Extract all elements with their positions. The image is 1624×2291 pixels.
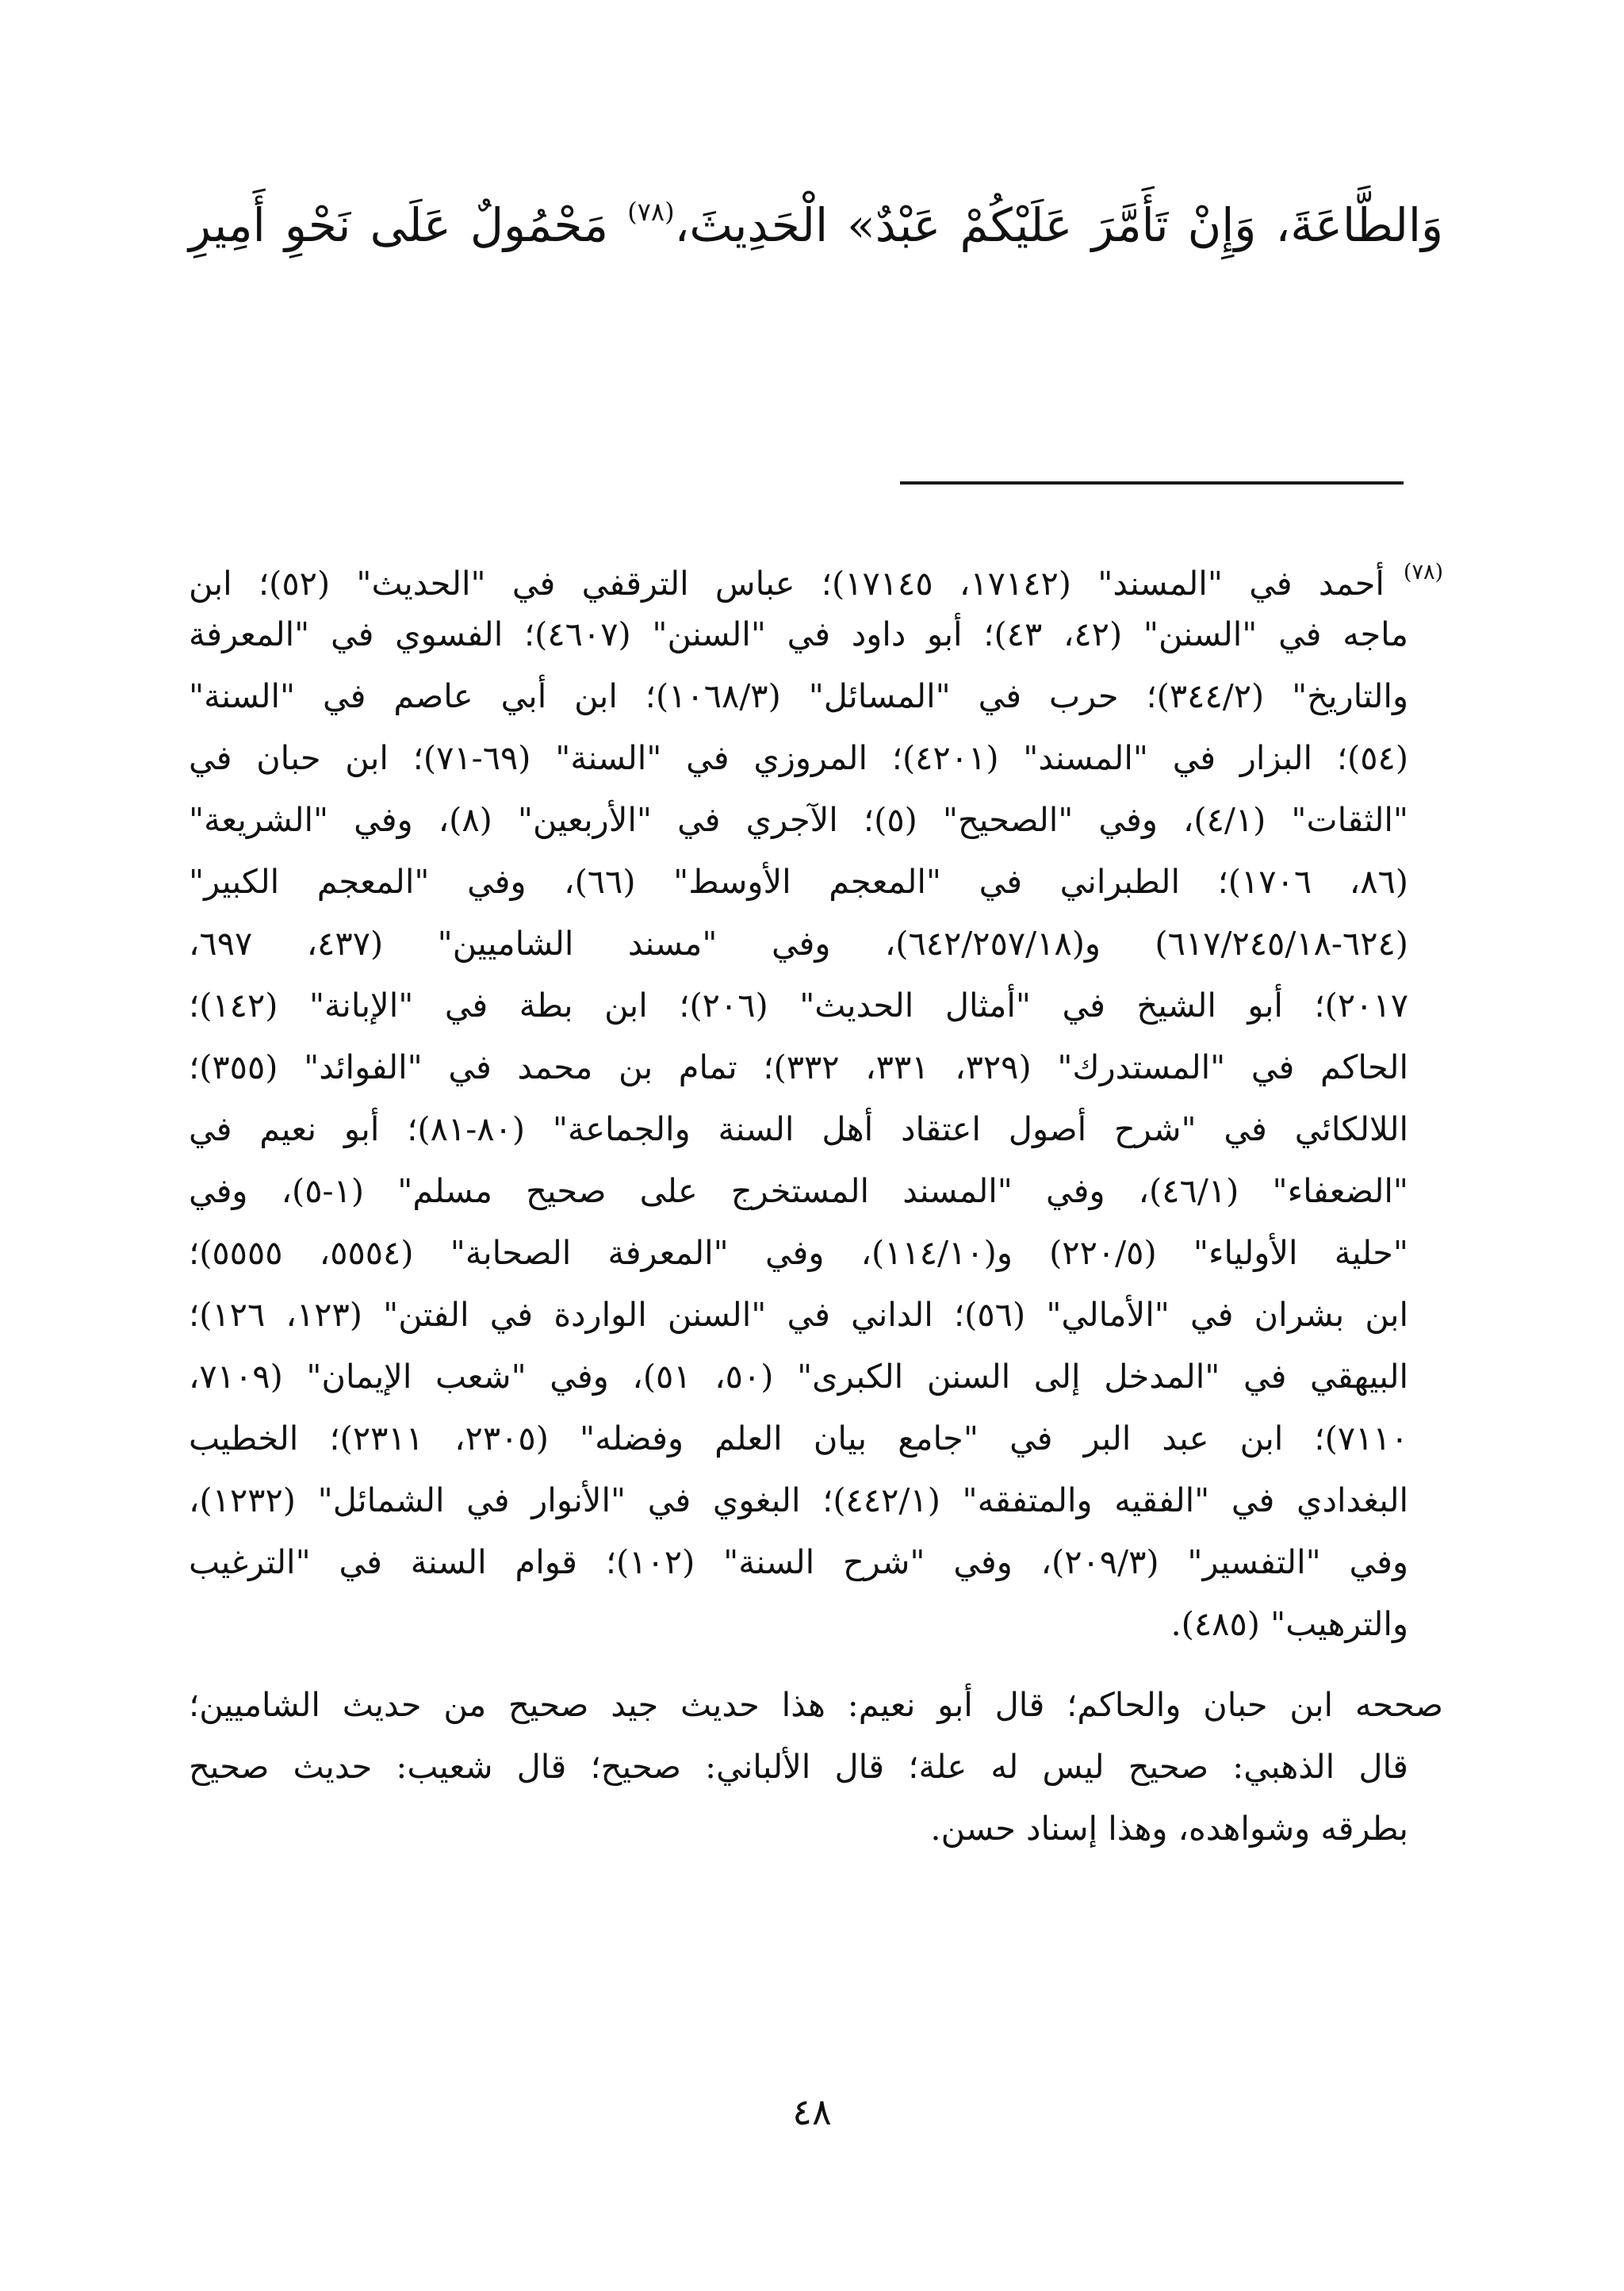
footnote-line: ٧١١٠)؛ ابن عبد البر في "جامع بيان العلم وفضله" (٢٣٠٥، ٢٣١١)؛ الخطيب <box>189 1419 1408 1458</box>
main-text-tail: مَحْمُولٌ عَلَى نَحْوِ أَمِيرِ <box>189 198 609 252</box>
footnote-line: البغدادي في "الفقيه والمتفقه" (٤٤٢/١)؛ البغوي في "الأنوار في الشمائل" (١٢٣٢)، <box>189 1481 1409 1519</box>
footnote-line: "حلية الأولياء" (٢٢٠/٥) و(١١٤/١٠)، وفي "المعرفة الصحابة" (٥٥٥٤، ٥٥٥٥)؛ <box>189 1233 1408 1272</box>
main-text-line <box>189 176 1443 261</box>
footnote-line: ماجه في "السنن" (٤٢، ٤٣)؛ أبو داود في "السنن" (٤٦٠٧)؛ الفسوي في "المعرفة <box>189 615 1409 653</box>
footnote-reference: (٧٨) <box>627 197 675 227</box>
footnote-line: (٦٢٤-٦١٧/٢٤٥/١٨) و(٦٤٢/٢٥٧/١٨)، وفي "مسند الشاميين" (٤٣٧، ٦٩٧، <box>189 924 1408 963</box>
footnote-separator <box>900 481 1404 485</box>
footnote-line: الحاكم في "المستدرك" (٣٢٩، ٣٣١، ٣٣٢)؛ تمام بن محمد في "الفوائد" (٣٥٥)؛ <box>189 1048 1408 1086</box>
footnote-line: والتاريخ" (٣٤٤/٢)؛ حرب في "المسائل" (١٠٦٨/٣)؛ ابن أبي عاصم في "السنة" <box>189 676 1408 715</box>
footnote-line: "الثقات" (٤/١)، وفي "الصحيح" (٥)؛ الآجري في "الأربعين" (٨)، وفي "الشريعة" <box>189 800 1409 839</box>
footnote-line: ابن بشران في "الأمالي" (٥٦)؛ الداني في "السنن الواردة في الفتن" (١٢٣، ١٢٦)؛ <box>189 1295 1408 1334</box>
grading-line: صححه ابن حبان والحاكم؛ قال أبو نعيم: هذا حديث جيد صحيح من حديث الشاميين؛ <box>189 1685 1443 1724</box>
footnote-line: اللالكائي في "شرح أصول اعتقاد أهل السنة والجماعة" (٨٠-٨١)؛ أبو نعيم في <box>189 1109 1408 1148</box>
grading-line: قال الذهبي: صحيح ليس له علة؛ قال الألباني: صحيح؛ قال شعيب: حديث صحيح <box>189 1747 1408 1786</box>
footnote-line-text: أحمد في "المسند" (١٧١٤٢، ١٧١٤٥)؛ عباس الترقفي في "الحديث" (٥٢)؛ ابن <box>189 564 1385 603</box>
page-number: ٤٨ <box>792 2090 832 2133</box>
footnote-marker: (٧٨) <box>1403 560 1443 584</box>
footnote-line: ٢٠١٧)؛ أبو الشيخ في "أمثال الحديث" (٢٠٦)؛ ابن بطة في "الإبانة" (١٤٢)؛ <box>189 986 1409 1025</box>
footnote-line: (٥٤)؛ البزار في "المسند" (٤٢٠١)؛ المروزي في "السنة" (٦٩-٧١)؛ ابن حبان في <box>189 738 1409 777</box>
main-text-head: وَالطَّاعَةَ، وَإِنْ تَأَمَّرَ عَلَيْكُمْ عَبْدٌ» الْحَدِيثَ، <box>674 198 1444 252</box>
grading-line: بطرقه وشواهده، وهذا إسناد حسن. <box>930 1809 1408 1848</box>
footnote-line: والترهيب" (٤٨٥). <box>1170 1604 1408 1643</box>
footnote-line: وفي "التفسير" (٢٠٩/٣)، وفي "شرح السنة" (١٠٢)؛ قوام السنة في "الترغيب <box>189 1542 1408 1581</box>
footnote-line <box>189 544 1443 601</box>
footnote-line: البيهقي في "المدخل إلى السنن الكبرى" (٥٠، ٥١)، وفي "شعب الإيمان" (٧١٠٩، <box>189 1357 1408 1396</box>
footnote-line: "الضعفاء" (٤٦/١)، وفي "المسند المستخرج على صحيح مسلم" (١-٥)، وفي <box>189 1171 1408 1210</box>
footnote-line: (٨٦، ١٧٠٦)؛ الطبراني في "المعجم الأوسط" (٦٦)، وفي "المعجم الكبير" <box>189 862 1408 901</box>
